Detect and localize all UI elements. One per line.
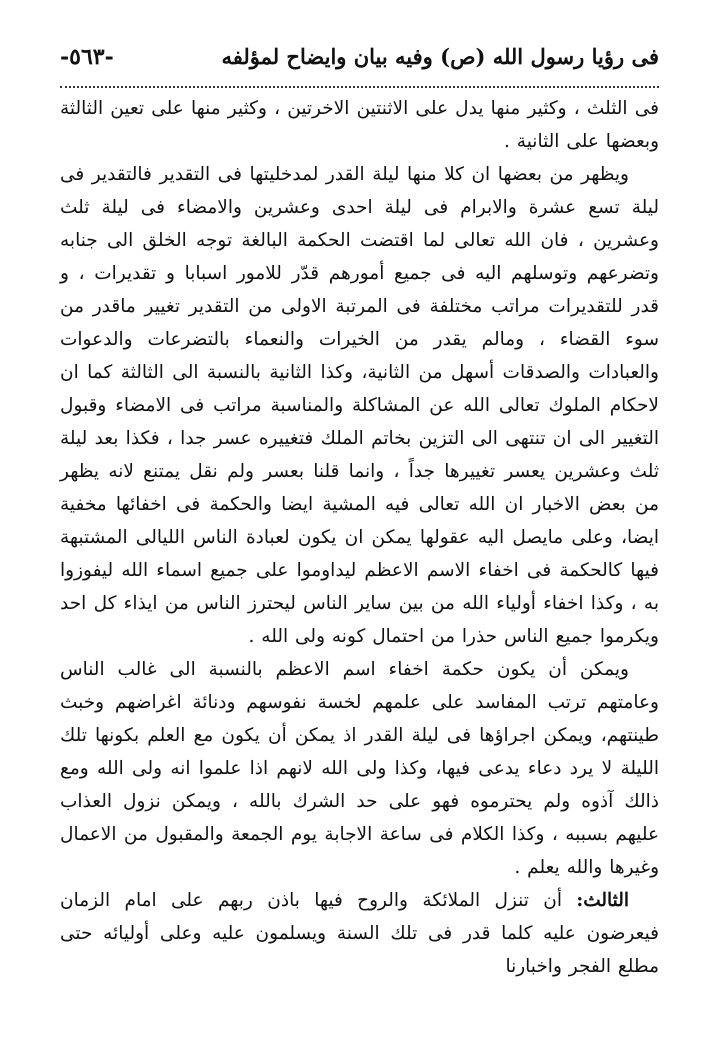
paragraph-third-point-text: أن تنزل الملائكة والروح فيها باذن ربهم على امام الزمان فيعرضون عليه كلما قدر فى تلك السنة ويسلمون عليه وعلى أوليائه حتى مطلع الفجر واخبارنا [60, 890, 659, 977]
body-text [60, 92, 659, 983]
section-label-third: الثالث: [576, 890, 629, 911]
paragraph-third-point [60, 884, 659, 983]
header-divider [60, 86, 659, 88]
paragraph-hidden-wisdom: ويمكن أن يكون حكمة اخفاء اسم الاعظم بالنسبة الى غالب الناس وعامتهم ترتب المفاسد على علمهم لخسة نفوسهم ودنائة اغراضهم وخبث طينتهم، ويمكن اجراؤها فى ليلة القدر اذ يمكن أن يكون مع العلم بكونها تلك الليلة لا يرد دعاء يدعى فيها، وكذا ولى الله لانهم اذا علموا انه ولى الله ومع ذالك آذوه ولم يحترموه فهو على حد الشرك بالله ، ويمكن نزول العذاب عليهم بسببه ، وكذا الكلام فى ساعة الاجابة يوم الجمعة والمقبول من الاعمال وغيرها والله يعلم . [60, 659, 659, 878]
running-title: فى رؤيا رسول الله (ص) وفيه بيان وايضاح لمؤلفه [221, 44, 659, 69]
paragraph-laylat-al-qadr-decree: ويظهر من بعضها ان كلا منها ليلة القدر لمدخليتها فى التقدير فالتقدير فى ليلة تسع عشرة والابرام فى ليلة احدى وعشرين والامضاء فى ليلة ثلث وعشرين ، فان الله تعالى لما اقتضت الحكمة البالغة توجه الخلق الى جنابه وتضرعهم وتوسلهم اليه فى جميع أمورهم قدّر للامور اسبابا و تقديرات ، و قدر للتقديرات مراتب مختلفة فى المرتبة الاولى من التقدير تغيير ماقدر من سوء القضاء ، ومالم يقدر من الخيرات والنعماء بالتضرعات والدعوات والعبادات والصدقات أسهل من الثانية، وكذا الثانية بالنسبة الى الثالثة كما ان لاحكام الملوك تعالى الله عن المشاكلة والمناسبة مراتب فى الامضاء وقبول التغيير الى ان تنتهى الى التزين بخاتم الملك فتغييره عسر جدا ، فكذا بعد ليلة ثلث وعشرين يعسر تغييرها جداً ، وانما قلنا بعسر ولم نقل يمتنع لانه يظهر من بعض الاخبار ان الله تعالى فيه المشية ايضا والحكمة فى اخفائها مخفية ايضا، وعلى مايصل اليه عقولها يمكن ان يكون لعبادة الناس الليالى المشتبهة فيها كالحكمة فى اخفاء الاسم الاعظم ليداوموا على جميع اسماء الله ليفوزوا به ، وكذا اخفاء أولياء الله من بين ساير الناس ليحترز الناس من ايذاء كل احد ويكرموا جميع الناس حذرا من احتمال كونه ولى الله . [60, 164, 659, 647]
page-header [60, 40, 659, 80]
paragraph-continuation: فى الثلث ، وكثير منها يدل على الاثنتين الاخرتين ، وكثير منها على تعين الثالثة وبعضها على الثانية . [60, 98, 659, 152]
page-number: -٥٦٣- [60, 44, 114, 70]
